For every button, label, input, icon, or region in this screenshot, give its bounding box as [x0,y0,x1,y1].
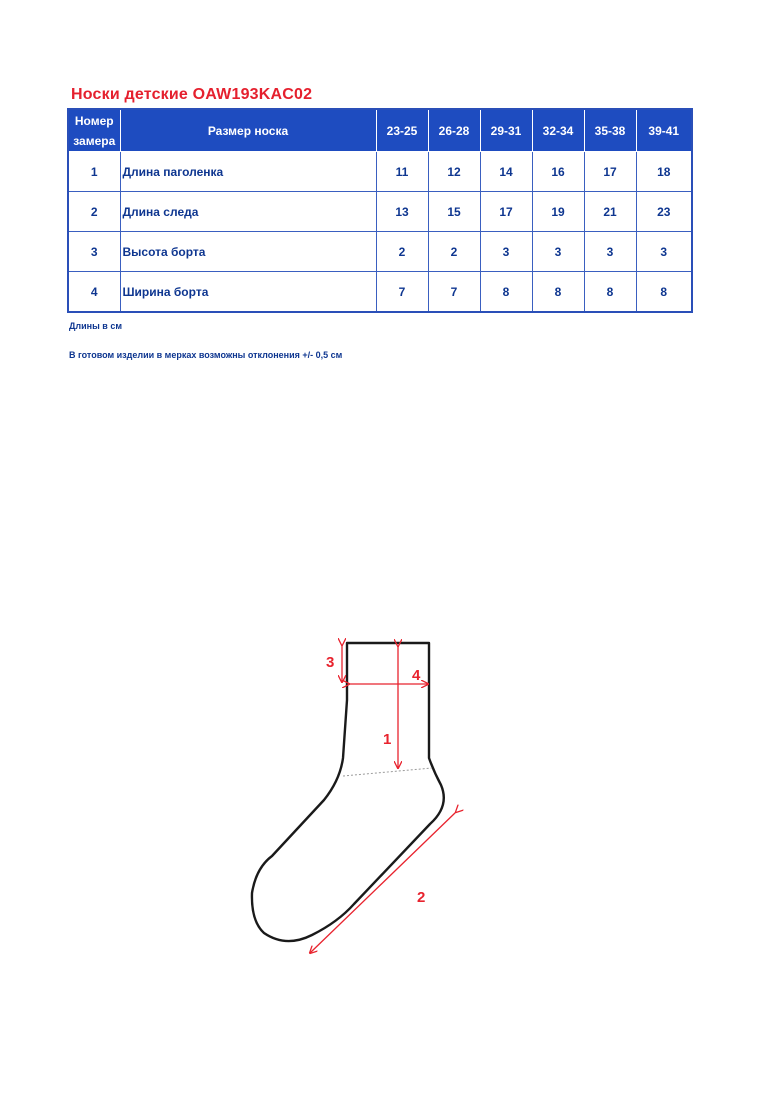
measure-label-3: 3 [326,654,335,671]
measure-label-1: 1 [383,731,392,748]
cell-value: 18 [636,152,692,192]
table-row [68,152,692,192]
header-size: 35-38 [584,109,636,152]
table-row [68,232,692,272]
header-size: 23-25 [376,109,428,152]
row-name: Длина следа [120,192,376,232]
table-row [68,272,692,313]
row-number: 4 [68,272,120,313]
header-size: 32-34 [532,109,584,152]
cell-value: 8 [532,272,584,313]
cell-value: 11 [376,152,428,192]
header-size: 26-28 [428,109,480,152]
header-sock-size: Размер носка [120,109,376,152]
cell-value: 17 [480,192,532,232]
row-name: Ширина борта [120,272,376,313]
sock-measurement-diagram [230,630,470,970]
cell-value: 3 [636,232,692,272]
cell-value: 21 [584,192,636,232]
cell-value: 8 [480,272,532,313]
cell-value: 15 [428,192,480,232]
cell-value: 7 [376,272,428,313]
row-number: 3 [68,232,120,272]
cell-value: 16 [532,152,584,192]
cell-value: 13 [376,192,428,232]
units-note: Длины в см [69,321,122,331]
cell-value: 19 [532,192,584,232]
measure-label-4: 4 [412,667,421,684]
cell-value: 8 [636,272,692,313]
cell-value: 23 [636,192,692,232]
cell-value: 2 [376,232,428,272]
size-table [67,108,693,313]
cell-value: 8 [584,272,636,313]
measure-label-2: 2 [417,889,426,906]
row-name: Высота борта [120,232,376,272]
cell-value: 14 [480,152,532,192]
table-header-row [68,109,692,152]
header-size: 29-31 [480,109,532,152]
cell-value: 12 [428,152,480,192]
cell-value: 17 [584,152,636,192]
header-measure-number: Номер замера [68,109,120,152]
cell-value: 7 [428,272,480,313]
header-size: 39-41 [636,109,692,152]
tolerance-note: В готовом изделии в мерках возможны отклонения +/- 0,5 см [69,350,343,360]
cell-value: 3 [532,232,584,272]
sock-outline [252,643,444,941]
row-number: 1 [68,152,120,192]
row-number: 2 [68,192,120,232]
table-row [68,192,692,232]
cell-value: 3 [584,232,636,272]
row-name: Длина паголенка [120,152,376,192]
document-title: Носки детские OAW193KAC02 [71,86,313,103]
cell-value: 2 [428,232,480,272]
cell-value: 3 [480,232,532,272]
